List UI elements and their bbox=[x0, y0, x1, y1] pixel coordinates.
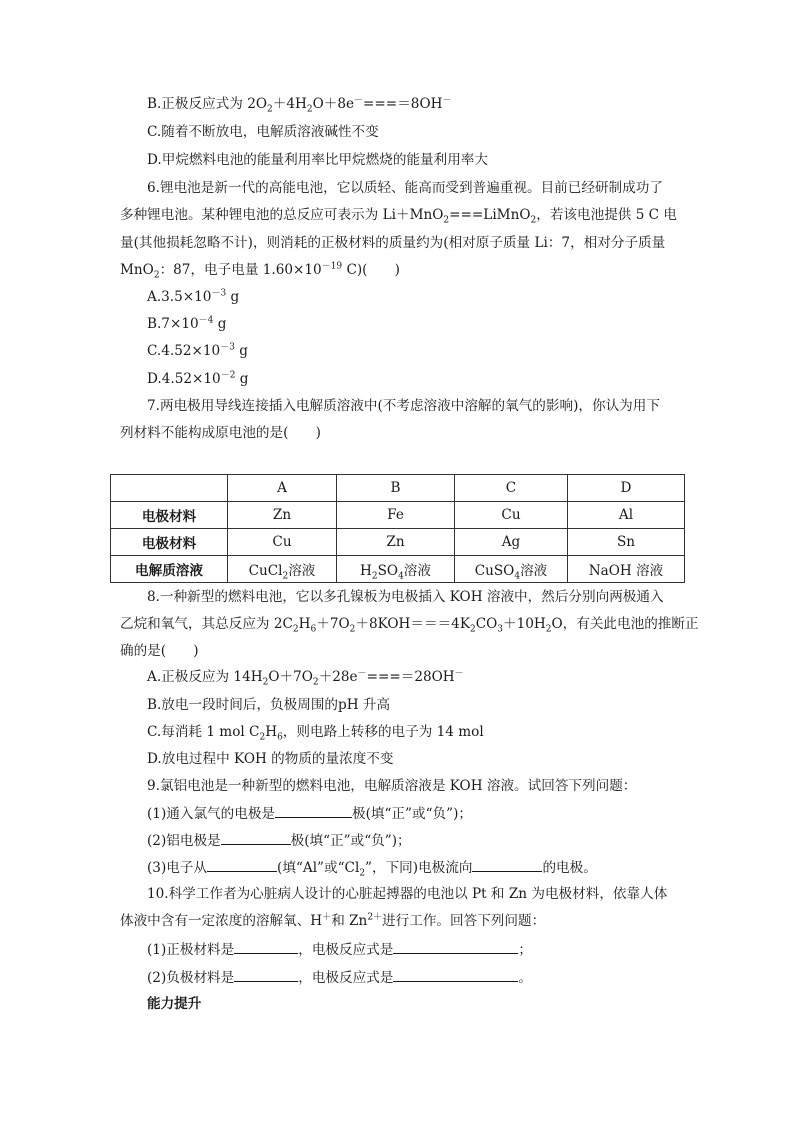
table-row bbox=[111, 529, 685, 556]
q5-option-b: B.正极反应式为 $2O_2+4H_2O+8e^-====8OH^-$ bbox=[147, 95, 452, 115]
table-cell: $H_2SO_4$溶液 bbox=[337, 556, 455, 583]
q6-stem-line2: 多种锂电池。某种锂电池的总反应可表示为 Li＋MnO$_2$===LiMnO$_2$，若该电池提供 5 C 电 bbox=[120, 207, 677, 226]
table-header-cell: C bbox=[455, 475, 568, 502]
table-cell: Fe bbox=[337, 502, 455, 529]
q6-option-d: $D.4.52\times 10^{-2}$ g bbox=[147, 370, 249, 387]
table-cell: CuSO$_4$溶液 bbox=[455, 556, 568, 583]
answer-blank[interactable] bbox=[234, 968, 298, 982]
q5-option-d: D.甲烷燃料电池的能量利用率比甲烷燃烧的能量利用率大 bbox=[147, 152, 488, 168]
table-cell: NaOH 溶液 bbox=[568, 556, 685, 583]
q8-option-b: B.放电一段时间后，负极周围的pH 升高 bbox=[147, 697, 391, 713]
q10-stem-line1: 10.科学工作者为心脏病人设计的心脏起搏器的电池以 Pt 和 Zn 为电极材料，依靠人体 bbox=[147, 886, 668, 902]
table-header-row bbox=[111, 475, 685, 502]
q8-option-d: D.放电过程中 KOH 的物质的量浓度不变 bbox=[147, 751, 394, 767]
section-heading: 能力提升 bbox=[147, 996, 202, 1012]
answer-blank[interactable] bbox=[207, 858, 277, 872]
table-cell: Zn bbox=[228, 502, 337, 529]
q6-stem-line3: 量(其他损耗忽略不计)，则消耗的正极材料的质量约为(相对原子质量 Li：7，相对分子质量 bbox=[120, 235, 666, 251]
q5-option-c: C.随着不断放电，电解质溶液碱性不变 bbox=[147, 124, 379, 140]
q9-part3: (3)电子从 (填“Al”或“$Cl_2$”，下同)电极流向 的电极。 bbox=[147, 860, 597, 879]
table-cell: Ag bbox=[455, 529, 568, 556]
answer-blank[interactable] bbox=[393, 940, 518, 954]
q9-stem: 9.氯铝电池是一种新型的燃料电池，电解质溶液是 KOH 溶液。试回答下列问题： bbox=[147, 778, 637, 794]
q8-stem-line2: 乙烷和氧气，其总反应为 $2C_2H_6+7O_2+8KOH===4K_2CO_3+10H_2O$，有关此电池的推断正 bbox=[120, 616, 699, 635]
row-label: 电极材料 bbox=[111, 502, 228, 529]
q8-stem-line1: 8.一种新型的燃料电池，它以多孔镍板为电极插入 KOH 溶液中，然后分别向两极通入 bbox=[147, 589, 664, 605]
q10-part1: (1)正极材料是 ，电极反应式是 ； bbox=[147, 942, 532, 958]
table-cell: Cu bbox=[228, 529, 337, 556]
table-header-cell bbox=[111, 475, 228, 502]
answer-blank[interactable] bbox=[393, 968, 518, 982]
q6-stem-line4: MnO$_2$：87，电子电量 $1.60\times 10^{-19}$ C)( ) bbox=[120, 261, 400, 281]
q8-option-a: A.正极反应为 $14H_2O+7O_2+28e^-====28OH^-$ bbox=[147, 668, 464, 688]
electrode-materials-table bbox=[110, 474, 685, 583]
table-cell: Al bbox=[568, 502, 685, 529]
table-cell: CuCl$_2$溶液 bbox=[228, 556, 337, 583]
table-cell: Sn bbox=[568, 529, 685, 556]
q8-stem-line3: 确的是( ) bbox=[120, 643, 199, 659]
row-label: 电解质溶液 bbox=[111, 556, 228, 583]
row-label: 电极材料 bbox=[111, 529, 228, 556]
q7-stem-line2: 列材料不能构成原电池的是( ) bbox=[120, 425, 321, 441]
table-header-cell: D bbox=[568, 475, 685, 502]
table-row bbox=[111, 502, 685, 529]
q7-stem-line1: 7.两电极用导线连接插入电解质溶液中(不考虑溶液中溶解的氧气的影响)，你认为用下 bbox=[147, 398, 660, 414]
answer-blank[interactable] bbox=[221, 831, 291, 845]
q10-part2: (2)负极材料是 ，电极反应式是 。 bbox=[147, 970, 532, 986]
table-header-cell: A bbox=[228, 475, 337, 502]
q10-stem-line2: 体液中含有一定浓度的溶解氧、H＋和 $Zn^{2+}$进行工作。回答下列问题： bbox=[120, 912, 546, 929]
table-cell: Cu bbox=[455, 502, 568, 529]
q9-part1: (1)通入氯气的电极是 极(填“正”或“负”)； bbox=[147, 806, 472, 822]
answer-blank[interactable] bbox=[234, 940, 298, 954]
q6-option-c: $C.4.52\times 10^{-3}$ g bbox=[147, 342, 248, 359]
table-cell: Zn bbox=[337, 529, 455, 556]
q8-option-c: C.每消耗 1 mol $C_2H_6$，则电路上转移的电子为 14 mol bbox=[147, 724, 484, 743]
table-row bbox=[111, 556, 685, 583]
answer-blank[interactable] bbox=[472, 858, 542, 872]
answer-blank[interactable] bbox=[275, 804, 352, 818]
q6-stem-line1: 6.锂电池是新一代的高能电池，它以质轻、能高而受到普遍重视。目前已经研制成功了 bbox=[147, 180, 663, 196]
q9-part2: (2)铝电极是 极(填“正”或“负”)； bbox=[147, 833, 411, 849]
q6-option-b: $B.7\times 10^{-4}$ g bbox=[147, 315, 227, 332]
q6-option-a: $A.3.5\times 10^{-3}$ g bbox=[147, 288, 240, 305]
table-header-cell: B bbox=[337, 475, 455, 502]
